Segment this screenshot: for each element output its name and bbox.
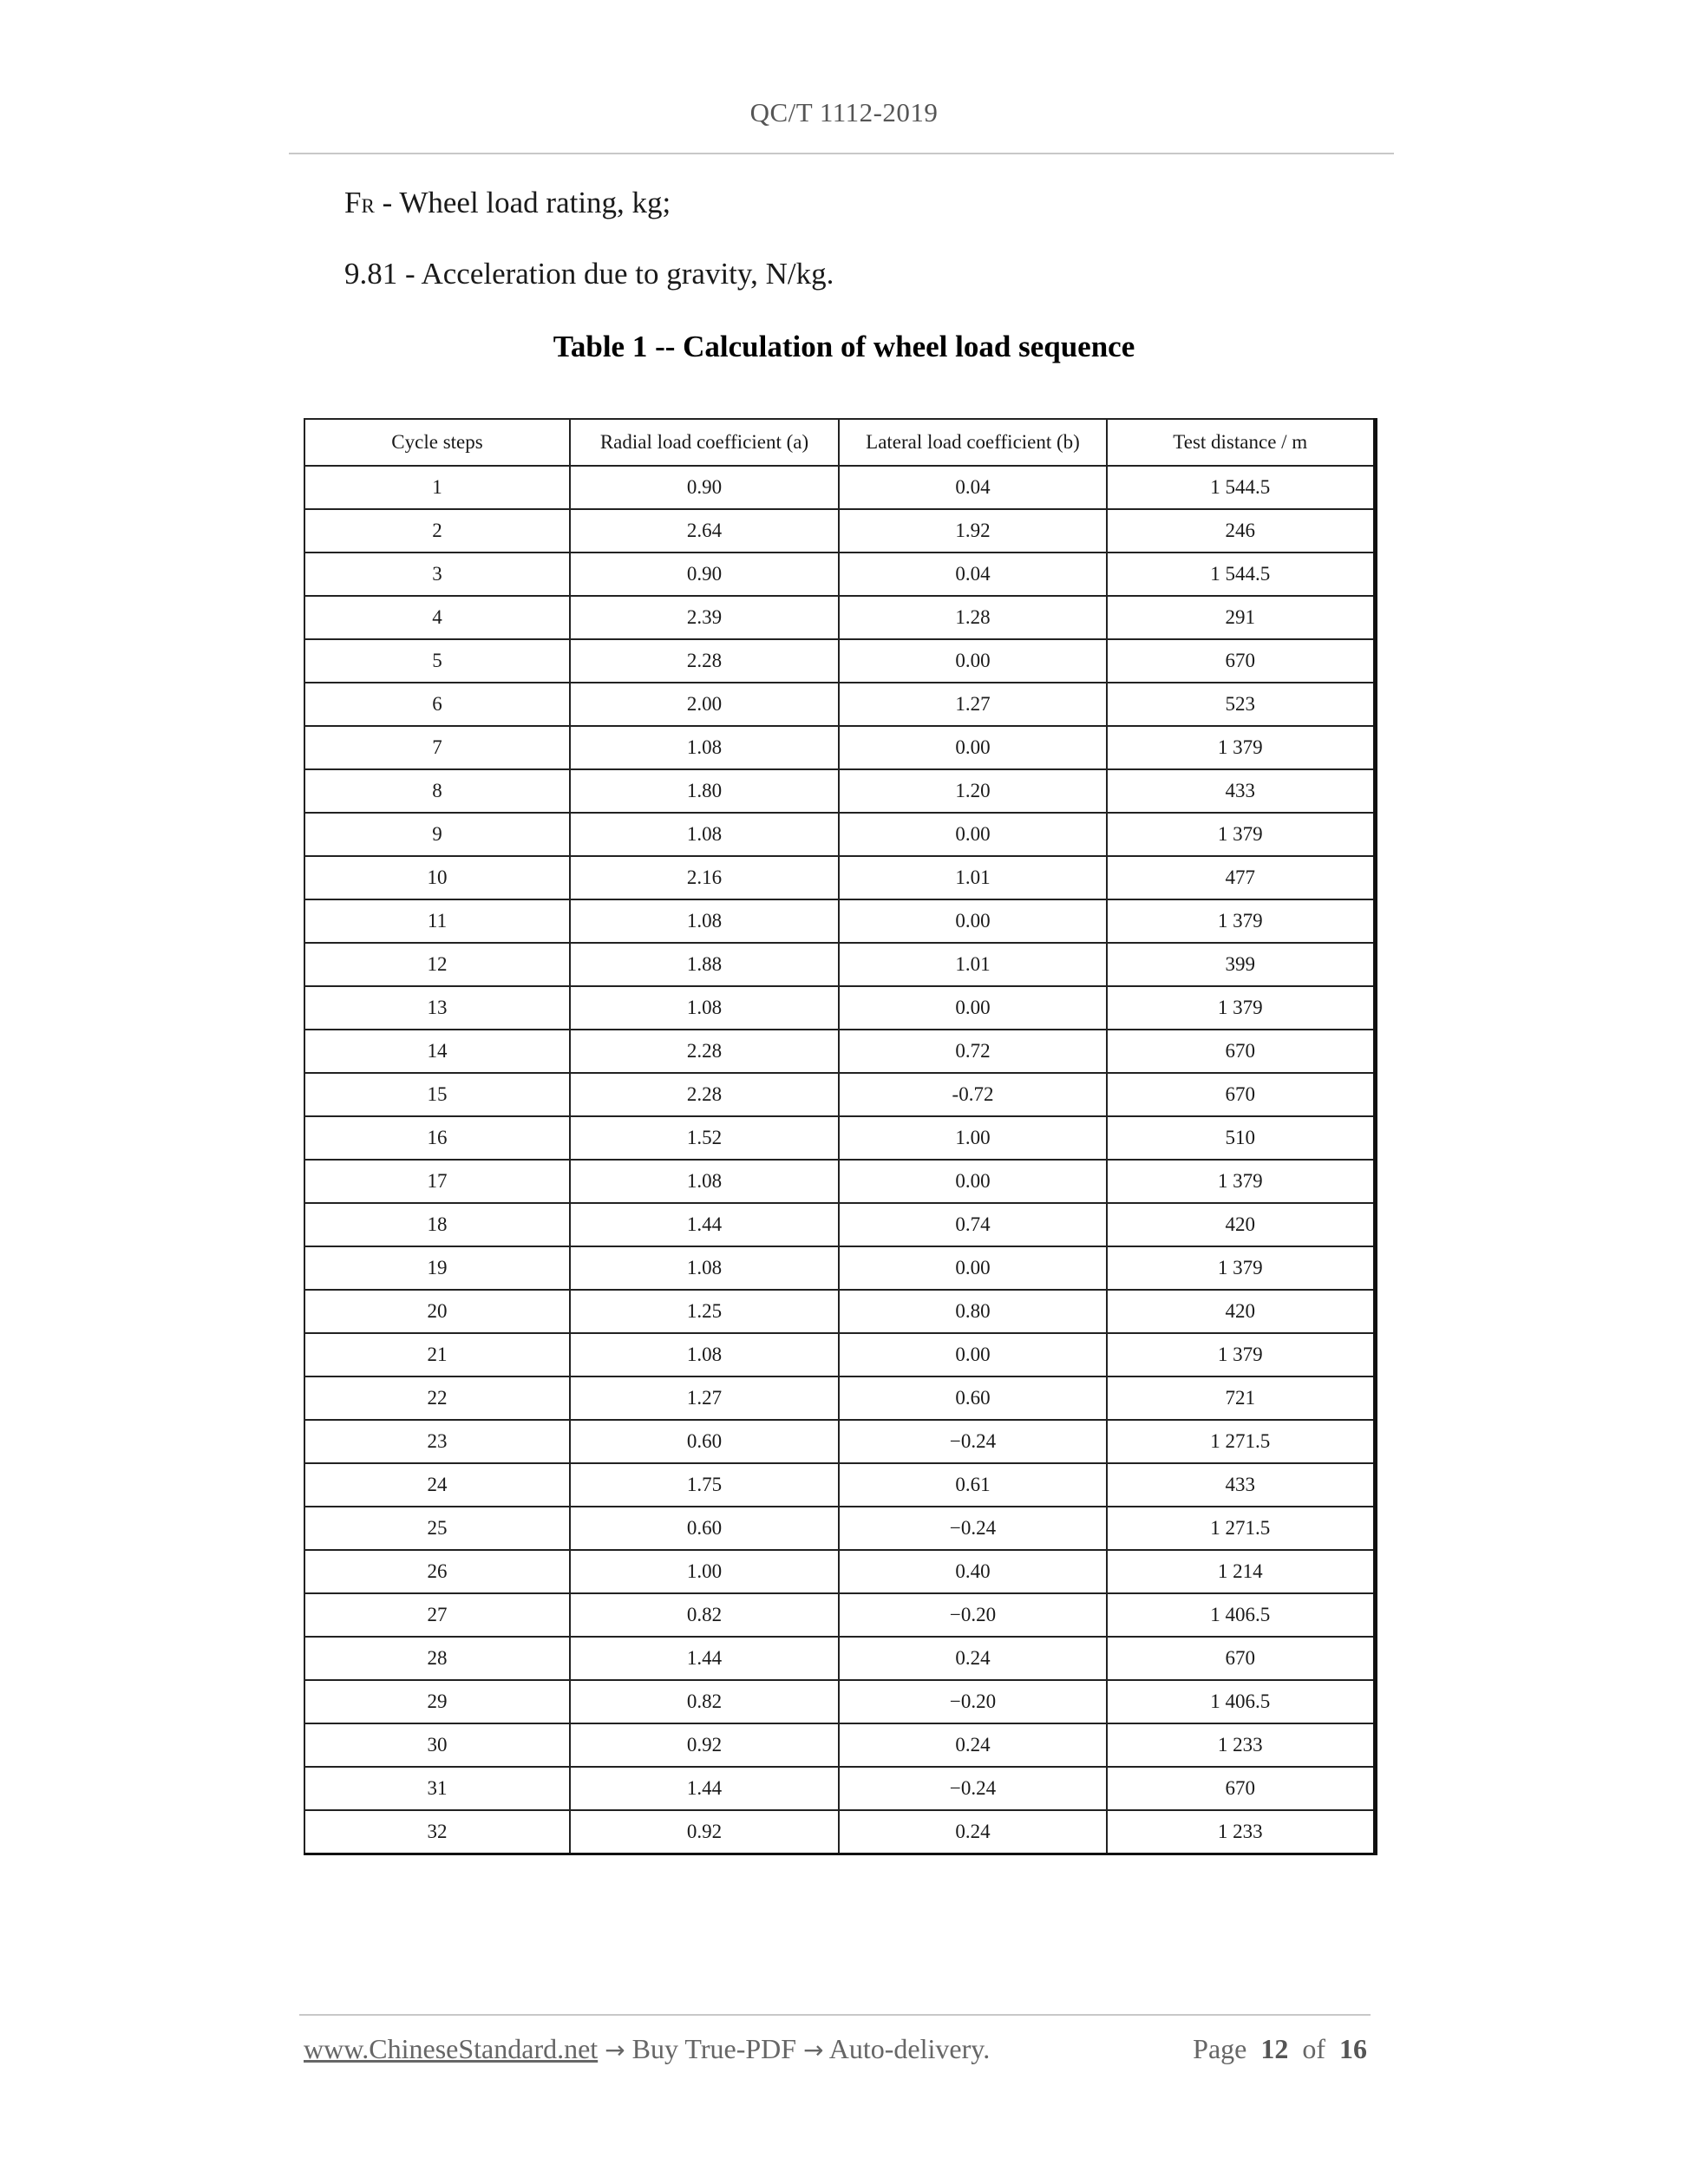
cell-lateral-coefficient: 0.04: [839, 553, 1107, 596]
cell-radial-coefficient: 1.00: [570, 1550, 839, 1593]
table-row: [304, 1463, 1375, 1507]
cell-lateral-coefficient: −0.24: [839, 1767, 1107, 1810]
footer-divider: [299, 2014, 1371, 2016]
table-row: [304, 1550, 1375, 1593]
table-row: [304, 1333, 1375, 1376]
cell-radial-coefficient: 2.28: [570, 639, 839, 683]
cell-test-distance: 1 406.5: [1107, 1593, 1375, 1637]
cell-lateral-coefficient: 1.01: [839, 856, 1107, 899]
arrow-right-icon: →: [803, 2036, 824, 2064]
cell-test-distance: 1 379: [1107, 986, 1375, 1030]
cell-radial-coefficient: 1.08: [570, 899, 839, 943]
cell-radial-coefficient: 2.28: [570, 1030, 839, 1073]
cell-lateral-coefficient: 0.74: [839, 1203, 1107, 1246]
cell-test-distance: 1 379: [1107, 1333, 1375, 1376]
cell-radial-coefficient: 2.00: [570, 683, 839, 726]
cell-lateral-coefficient: −0.24: [839, 1420, 1107, 1463]
cell-radial-coefficient: 1.25: [570, 1290, 839, 1333]
table-row: [304, 509, 1375, 553]
cell-test-distance: 670: [1107, 1637, 1375, 1680]
table-row: [304, 726, 1375, 769]
table-row: [304, 1376, 1375, 1420]
cell-lateral-coefficient: 0.60: [839, 1376, 1107, 1420]
column-header-lateral-load-coefficient: Lateral load coefficient (b): [839, 419, 1107, 466]
cell-lateral-coefficient: 1.27: [839, 683, 1107, 726]
cell-radial-coefficient: 0.90: [570, 553, 839, 596]
cell-test-distance: 510: [1107, 1116, 1375, 1160]
cell-cycle-step: 7: [304, 726, 570, 769]
cell-test-distance: 523: [1107, 683, 1375, 726]
table-row: [304, 899, 1375, 943]
cell-cycle-step: 15: [304, 1073, 570, 1116]
table-row: [304, 986, 1375, 1030]
cell-cycle-step: 12: [304, 943, 570, 986]
cell-cycle-step: 18: [304, 1203, 570, 1246]
page-label: Page: [1193, 2033, 1247, 2064]
cell-test-distance: 1 271.5: [1107, 1507, 1375, 1550]
cell-radial-coefficient: 1.08: [570, 986, 839, 1030]
document-code-header: QC/T 1112-2019: [749, 97, 939, 128]
cell-radial-coefficient: 1.80: [570, 769, 839, 813]
cell-test-distance: 1 379: [1107, 899, 1375, 943]
cell-lateral-coefficient: 0.00: [839, 899, 1107, 943]
cell-lateral-coefficient: 0.72: [839, 1030, 1107, 1073]
cell-lateral-coefficient: 0.80: [839, 1290, 1107, 1333]
cell-test-distance: 1 379: [1107, 813, 1375, 856]
table-row: [304, 1160, 1375, 1203]
of-label: of: [1302, 2033, 1325, 2064]
cell-cycle-step: 28: [304, 1637, 570, 1680]
cell-cycle-step: 19: [304, 1246, 570, 1290]
table-row: [304, 596, 1375, 639]
table-row: [304, 813, 1375, 856]
cell-lateral-coefficient: −0.20: [839, 1680, 1107, 1723]
table-row: [304, 769, 1375, 813]
cell-cycle-step: 17: [304, 1160, 570, 1203]
cell-lateral-coefficient: 0.00: [839, 639, 1107, 683]
table-row: [304, 1246, 1375, 1290]
cell-test-distance: 1 233: [1107, 1723, 1375, 1767]
cell-lateral-coefficient: 0.00: [839, 1333, 1107, 1376]
cell-test-distance: 1 379: [1107, 1160, 1375, 1203]
cell-lateral-coefficient: −0.24: [839, 1507, 1107, 1550]
cell-radial-coefficient: 2.16: [570, 856, 839, 899]
cell-lateral-coefficient: 0.61: [839, 1463, 1107, 1507]
cell-lateral-coefficient: 0.00: [839, 986, 1107, 1030]
arrow-right-icon: →: [605, 2036, 625, 2064]
cell-cycle-step: 8: [304, 769, 570, 813]
table-row: [304, 1593, 1375, 1637]
table-body: [304, 466, 1375, 1854]
cell-radial-coefficient: 2.28: [570, 1073, 839, 1116]
table-row: [304, 1767, 1375, 1810]
site-link[interactable]: www.ChineseStandard.net: [304, 2033, 599, 2064]
cell-radial-coefficient: 1.88: [570, 943, 839, 986]
cell-test-distance: 670: [1107, 639, 1375, 683]
table-row: [304, 1420, 1375, 1463]
cell-cycle-step: 29: [304, 1680, 570, 1723]
cell-cycle-step: 13: [304, 986, 570, 1030]
cell-lateral-coefficient: 1.01: [839, 943, 1107, 986]
wheel-load-sequence-table: [304, 418, 1377, 1855]
cell-cycle-step: 1: [304, 466, 570, 509]
table-row: [304, 1810, 1375, 1854]
cell-test-distance: 420: [1107, 1203, 1375, 1246]
cell-test-distance: 1 544.5: [1107, 466, 1375, 509]
table-row: [304, 1073, 1375, 1116]
cell-test-distance: 670: [1107, 1767, 1375, 1810]
cell-radial-coefficient: 1.08: [570, 813, 839, 856]
table-row: [304, 1637, 1375, 1680]
cell-radial-coefficient: 0.82: [570, 1593, 839, 1637]
cell-cycle-step: 32: [304, 1810, 570, 1854]
table-row: [304, 856, 1375, 899]
cell-lateral-coefficient: 1.28: [839, 596, 1107, 639]
cell-radial-coefficient: 1.27: [570, 1376, 839, 1420]
cell-radial-coefficient: 1.44: [570, 1767, 839, 1810]
cell-lateral-coefficient: 0.24: [839, 1810, 1107, 1854]
cell-lateral-coefficient: 0.24: [839, 1723, 1107, 1767]
cell-radial-coefficient: 1.44: [570, 1203, 839, 1246]
definition-text: - Wheel load rating, kg;: [374, 186, 671, 219]
cell-cycle-step: 31: [304, 1767, 570, 1810]
cell-lateral-coefficient: 0.04: [839, 466, 1107, 509]
cell-cycle-step: 16: [304, 1116, 570, 1160]
cell-test-distance: 246: [1107, 509, 1375, 553]
cell-lateral-coefficient: 1.92: [839, 509, 1107, 553]
cell-test-distance: 1 233: [1107, 1810, 1375, 1854]
cell-lateral-coefficient: 0.24: [839, 1637, 1107, 1680]
cell-test-distance: 721: [1107, 1376, 1375, 1420]
cell-cycle-step: 27: [304, 1593, 570, 1637]
cell-lateral-coefficient: -0.72: [839, 1073, 1107, 1116]
definition-symbol: F: [344, 186, 362, 219]
cell-cycle-step: 30: [304, 1723, 570, 1767]
cell-cycle-step: 2: [304, 509, 570, 553]
table-row: [304, 1203, 1375, 1246]
table-row: [304, 1507, 1375, 1550]
buy-true-pdf-text: Buy True-PDF: [631, 2033, 797, 2064]
cell-lateral-coefficient: 1.00: [839, 1116, 1107, 1160]
table-header-row: [304, 419, 1375, 466]
table-row: [304, 1116, 1375, 1160]
table-caption: Table 1 -- Calculation of wheel load sequence: [553, 330, 1135, 363]
current-page-number: 12: [1260, 2033, 1289, 2064]
cell-cycle-step: 4: [304, 596, 570, 639]
cell-cycle-step: 25: [304, 1507, 570, 1550]
cell-lateral-coefficient: 0.40: [839, 1550, 1107, 1593]
definition-symbol-subscript: R: [361, 195, 375, 217]
cell-radial-coefficient: 1.44: [570, 1637, 839, 1680]
cell-test-distance: 1 379: [1107, 1246, 1375, 1290]
cell-test-distance: 1 406.5: [1107, 1680, 1375, 1723]
cell-cycle-step: 5: [304, 639, 570, 683]
cell-cycle-step: 24: [304, 1463, 570, 1507]
cell-test-distance: 420: [1107, 1290, 1375, 1333]
cell-cycle-step: 22: [304, 1376, 570, 1420]
table-row: [304, 639, 1375, 683]
definition-wheel-load-rating: [344, 186, 671, 220]
cell-test-distance: 477: [1107, 856, 1375, 899]
cell-radial-coefficient: 1.08: [570, 1333, 839, 1376]
column-header-radial-load-coefficient: Radial load coefficient (a): [570, 419, 839, 466]
table-row: [304, 1030, 1375, 1073]
table-row: [304, 1290, 1375, 1333]
cell-radial-coefficient: 2.64: [570, 509, 839, 553]
table-row: [304, 943, 1375, 986]
cell-test-distance: 1 271.5: [1107, 1420, 1375, 1463]
column-header-test-distance: Test distance / m: [1107, 419, 1375, 466]
cell-test-distance: 291: [1107, 596, 1375, 639]
cell-radial-coefficient: 0.82: [570, 1680, 839, 1723]
cell-cycle-step: 14: [304, 1030, 570, 1073]
cell-radial-coefficient: 1.08: [570, 1246, 839, 1290]
cell-test-distance: 433: [1107, 1463, 1375, 1507]
cell-cycle-step: 21: [304, 1333, 570, 1376]
cell-radial-coefficient: 0.60: [570, 1507, 839, 1550]
cell-lateral-coefficient: 0.00: [839, 1246, 1107, 1290]
cell-cycle-step: 9: [304, 813, 570, 856]
cell-test-distance: 433: [1107, 769, 1375, 813]
cell-cycle-step: 20: [304, 1290, 570, 1333]
total-pages-number: 16: [1339, 2033, 1367, 2064]
cell-test-distance: 670: [1107, 1030, 1375, 1073]
cell-lateral-coefficient: 0.00: [839, 726, 1107, 769]
cell-radial-coefficient: 2.39: [570, 596, 839, 639]
cell-radial-coefficient: 0.92: [570, 1723, 839, 1767]
cell-cycle-step: 6: [304, 683, 570, 726]
cell-cycle-step: 23: [304, 1420, 570, 1463]
cell-test-distance: 1 544.5: [1107, 553, 1375, 596]
table-row: [304, 1723, 1375, 1767]
cell-lateral-coefficient: 0.00: [839, 813, 1107, 856]
cell-radial-coefficient: 1.52: [570, 1116, 839, 1160]
definition-gravity: [344, 257, 834, 291]
cell-cycle-step: 11: [304, 899, 570, 943]
footer-promo: [304, 2033, 990, 2065]
cell-radial-coefficient: 1.08: [570, 726, 839, 769]
page-indicator: [1193, 2033, 1367, 2065]
cell-radial-coefficient: 0.92: [570, 1810, 839, 1854]
cell-test-distance: 1 379: [1107, 726, 1375, 769]
cell-cycle-step: 10: [304, 856, 570, 899]
cell-radial-coefficient: 0.60: [570, 1420, 839, 1463]
cell-lateral-coefficient: 1.20: [839, 769, 1107, 813]
cell-radial-coefficient: 1.08: [570, 1160, 839, 1203]
cell-cycle-step: 26: [304, 1550, 570, 1593]
cell-cycle-step: 3: [304, 553, 570, 596]
header-divider: [289, 153, 1394, 154]
column-header-cycle-steps: Cycle steps: [304, 419, 570, 466]
cell-lateral-coefficient: −0.20: [839, 1593, 1107, 1637]
cell-test-distance: 670: [1107, 1073, 1375, 1116]
cell-test-distance: 399: [1107, 943, 1375, 986]
cell-radial-coefficient: 0.90: [570, 466, 839, 509]
cell-test-distance: 1 214: [1107, 1550, 1375, 1593]
auto-delivery-text: Auto-delivery.: [828, 2033, 991, 2064]
cell-lateral-coefficient: 0.00: [839, 1160, 1107, 1203]
table-row: [304, 553, 1375, 596]
table-row: [304, 466, 1375, 509]
definition-text: - Acceleration due to gravity, N/kg.: [397, 257, 834, 291]
cell-radial-coefficient: 1.75: [570, 1463, 839, 1507]
definition-symbol: 9.81: [344, 257, 398, 291]
table-row: [304, 1680, 1375, 1723]
table-row: [304, 683, 1375, 726]
